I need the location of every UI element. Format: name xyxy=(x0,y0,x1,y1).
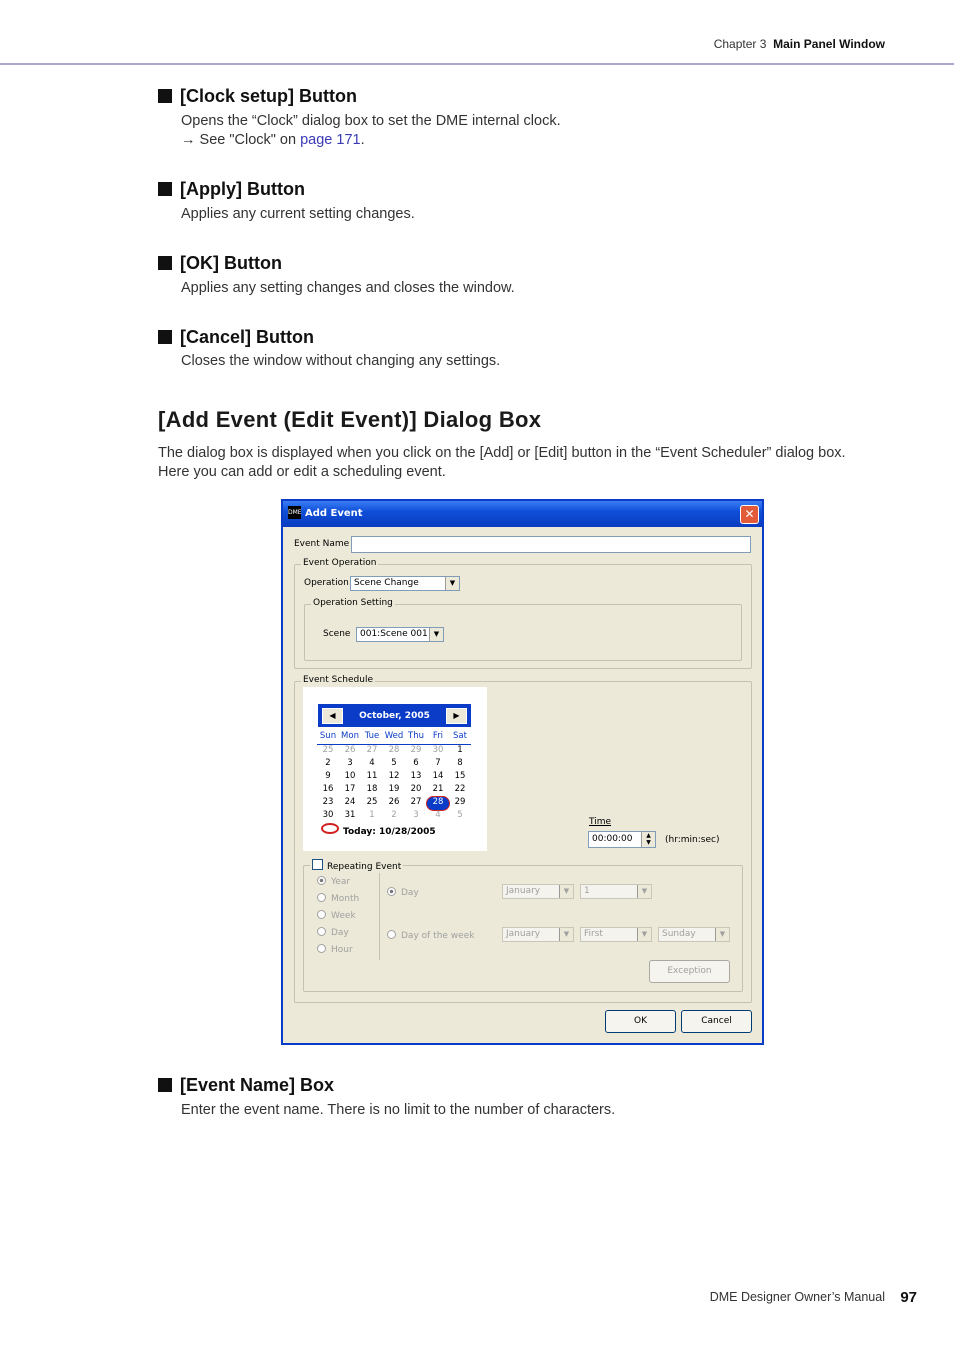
bullet-square-icon xyxy=(158,182,172,196)
calendar-day[interactable]: 20 xyxy=(410,784,422,794)
scene-select[interactable]: 001:Scene 001 ▼ xyxy=(356,627,444,642)
section-heading-clock-setup: [Clock setup] Button xyxy=(158,86,357,107)
operation-setting-group xyxy=(304,598,742,661)
radio-icon xyxy=(387,887,396,896)
prev-month-icon[interactable]: ◀ xyxy=(322,708,343,724)
radio-icon xyxy=(317,893,326,902)
repeating-event-checkbox[interactable]: Repeating Event xyxy=(310,859,403,872)
operation-select[interactable]: Scene Change ▼ xyxy=(350,576,460,591)
calendar-day[interactable]: 11 xyxy=(366,771,378,781)
calendar-day[interactable]: 16 xyxy=(322,784,334,794)
event-name-input[interactable] xyxy=(351,536,751,553)
calendar-day[interactable]: 4 xyxy=(435,810,441,820)
calendar-day[interactable]: 26 xyxy=(388,797,400,807)
calendar-day[interactable]: 14 xyxy=(432,771,444,781)
section-heading-apply: [Apply] Button xyxy=(158,179,305,200)
time-spinner[interactable]: 00:00:00 ▲ ▼ xyxy=(588,831,656,848)
calendar-day[interactable]: 24 xyxy=(344,797,356,807)
calendar-day[interactable]: 28 xyxy=(388,745,400,755)
header-divider xyxy=(0,63,954,65)
running-header xyxy=(714,37,885,51)
radio-repeat-day[interactable]: Day xyxy=(317,927,349,938)
calendar-weekday: Thu xyxy=(408,731,424,741)
chevron-down-icon: ▼ xyxy=(559,885,573,898)
chevron-down-icon: ▼ xyxy=(637,928,651,941)
calendar-weekday: Wed xyxy=(384,731,404,741)
section-heading-event-name: [Event Name] Box xyxy=(158,1075,334,1096)
calendar-day[interactable]: 17 xyxy=(344,784,356,794)
calendar-today[interactable]: Today: 10/28/2005 xyxy=(321,823,436,837)
radio-day[interactable]: Day xyxy=(387,887,419,898)
calendar-day[interactable]: 1 xyxy=(457,745,463,755)
scene-label: Scene xyxy=(323,629,351,639)
divider xyxy=(379,873,380,960)
calendar-day[interactable]: 19 xyxy=(388,784,400,794)
calendar-day[interactable]: 1 xyxy=(369,810,375,820)
chevron-down-icon: ▼ xyxy=(715,928,729,941)
calendar-week-row xyxy=(317,771,471,784)
calendar-day[interactable]: 27 xyxy=(410,797,422,807)
app-icon: DME xyxy=(288,506,301,519)
month-select-2[interactable]: January ▼ xyxy=(502,927,574,942)
calendar-day[interactable]: 7 xyxy=(435,758,441,768)
calendar-day[interactable]: 8 xyxy=(457,758,463,768)
event-name-label: Event Name xyxy=(294,539,350,549)
calendar-day[interactable]: 29 xyxy=(454,797,466,807)
calendar-day[interactable]: 28 xyxy=(427,797,449,810)
checkbox-icon[interactable] xyxy=(312,859,323,870)
calendar-day[interactable]: 26 xyxy=(344,745,356,755)
section-heading-cancel: [Cancel] Button xyxy=(158,327,314,348)
section-body-event-name: Enter the event name. There is no limit to the number of characters. xyxy=(181,1102,616,1118)
calendar-day[interactable]: 23 xyxy=(322,797,334,807)
section-body-cancel: Closes the window without changing any settings. xyxy=(181,353,501,369)
calendar-day[interactable]: 6 xyxy=(413,758,419,768)
add-event-dialog xyxy=(281,499,764,1045)
radio-repeat-year[interactable]: Year xyxy=(317,876,350,887)
operation-setting-label: Operation Setting xyxy=(313,598,393,608)
calendar-day[interactable]: 9 xyxy=(325,771,331,781)
calendar-day[interactable]: 18 xyxy=(366,784,378,794)
calendar-day[interactable]: 12 xyxy=(388,771,400,781)
next-month-icon[interactable]: ▶ xyxy=(446,708,467,724)
event-schedule-label: Event Schedule xyxy=(303,675,374,685)
calendar-week-row xyxy=(317,810,471,823)
calendar-day[interactable]: 3 xyxy=(413,810,419,820)
chapter-label: Chapter 3 xyxy=(713,37,767,51)
section-body-clock-setup: Opens the “Clock” dialog box to set the DME internal clock. → See "Clock" on page 171. xyxy=(181,113,561,148)
spinner-arrows-icon[interactable]: ▲ ▼ xyxy=(641,832,655,847)
calendar-day[interactable]: 30 xyxy=(322,810,334,820)
calendar-day[interactable]: 5 xyxy=(391,758,397,768)
radio-icon xyxy=(317,927,326,936)
radio-icon xyxy=(387,930,396,939)
calendar-day[interactable]: 13 xyxy=(410,771,422,781)
calendar-day[interactable]: 3 xyxy=(347,758,353,768)
close-icon[interactable]: ✕ xyxy=(740,505,759,524)
radio-icon xyxy=(317,910,326,919)
section-body-apply: Applies any current setting changes. xyxy=(181,206,415,222)
ok-button[interactable]: OK xyxy=(605,1010,676,1033)
calendar-day[interactable]: 15 xyxy=(454,771,466,781)
calendar-weekday: Fri xyxy=(432,731,444,741)
calendar-day[interactable]: 22 xyxy=(454,784,466,794)
section-heading-ok: [OK] Button xyxy=(158,253,282,274)
bullet-square-icon xyxy=(158,330,172,344)
footer-manual-title: DME Designer Owner’s Manual xyxy=(709,1290,885,1304)
today-ring-icon xyxy=(321,823,339,834)
dialog-titlebar xyxy=(283,501,762,527)
chevron-down-icon: ▼ xyxy=(429,628,443,641)
calendar-weekday: Mon xyxy=(341,731,359,741)
calendar-day[interactable]: 2 xyxy=(325,758,331,768)
calendar-day[interactable]: 21 xyxy=(432,784,444,794)
calendar-week-row xyxy=(317,784,471,797)
operation-label: Operation xyxy=(304,578,349,588)
calendar-day[interactable]: 25 xyxy=(366,797,378,807)
cancel-button[interactable]: Cancel xyxy=(681,1010,752,1033)
calendar-weekday: Sat xyxy=(453,731,467,741)
time-unit: (hr:min:sec) xyxy=(665,835,720,845)
radio-repeat-hour[interactable]: Hour xyxy=(317,944,353,955)
chevron-down-icon: ▼ xyxy=(637,885,651,898)
calendar-day[interactable]: 2 xyxy=(391,810,397,820)
calendar-day[interactable]: 27 xyxy=(366,745,378,755)
event-operation-group xyxy=(294,558,752,669)
calendar-month-title: October, 2005 xyxy=(359,711,430,721)
radio-icon xyxy=(317,876,326,885)
exception-button[interactable]: Exception xyxy=(649,960,730,983)
calendar-weekday-row xyxy=(317,731,471,745)
calendar-day[interactable]: 29 xyxy=(410,745,422,755)
calendar-day[interactable]: 4 xyxy=(369,758,375,768)
radio-repeat-week[interactable]: Week xyxy=(317,910,356,921)
bullet-square-icon xyxy=(158,256,172,270)
calendar-week-row xyxy=(317,745,471,758)
time-label: Time xyxy=(589,817,612,827)
calendar-day[interactable]: 10 xyxy=(344,771,356,781)
event-operation-label: Event Operation xyxy=(303,558,377,568)
page-number: 97 xyxy=(900,1289,917,1306)
intro-paragraph: The dialog box is displayed when you click on the [Add] or [Edit] button in the “Event Scheduler” dialog box. Here you can add or edit a scheduling event. xyxy=(158,445,846,480)
week-select[interactable]: First ▼ xyxy=(580,927,652,942)
chevron-down-icon: ▼ xyxy=(559,928,573,941)
radio-day-of-week[interactable]: Day of the week xyxy=(387,930,474,941)
section-body-ok: Applies any setting changes and closes the window. xyxy=(181,280,515,296)
calendar-day[interactable]: 5 xyxy=(457,810,463,820)
calendar-weekday: Sun xyxy=(319,731,337,741)
radio-icon xyxy=(317,944,326,953)
calendar[interactable] xyxy=(303,687,487,851)
calendar-day[interactable]: 30 xyxy=(432,745,444,755)
weekday-select[interactable]: Sunday ▼ xyxy=(658,927,730,942)
chapter-title: Main Panel Window xyxy=(773,37,885,51)
day-select[interactable]: 1 ▼ xyxy=(580,884,652,899)
calendar-day[interactable]: 31 xyxy=(344,810,356,820)
calendar-week-row xyxy=(317,797,471,810)
page-heading: [Add Event (Edit Event)] Dialog Box xyxy=(158,407,542,432)
bullet-square-icon xyxy=(158,1078,172,1092)
calendar-grid xyxy=(317,731,471,823)
radio-repeat-month[interactable]: Month xyxy=(317,893,359,904)
calendar-header xyxy=(318,704,471,727)
chevron-down-icon: ▼ xyxy=(445,577,459,590)
page-link[interactable]: page 171 xyxy=(300,132,361,148)
calendar-weekday: Tue xyxy=(364,731,380,741)
month-select-1[interactable]: January ▼ xyxy=(502,884,574,899)
dialog-title: Add Event xyxy=(305,508,363,519)
bullet-square-icon xyxy=(158,89,172,103)
calendar-week-row xyxy=(317,758,471,771)
calendar-day[interactable]: 25 xyxy=(322,745,334,755)
